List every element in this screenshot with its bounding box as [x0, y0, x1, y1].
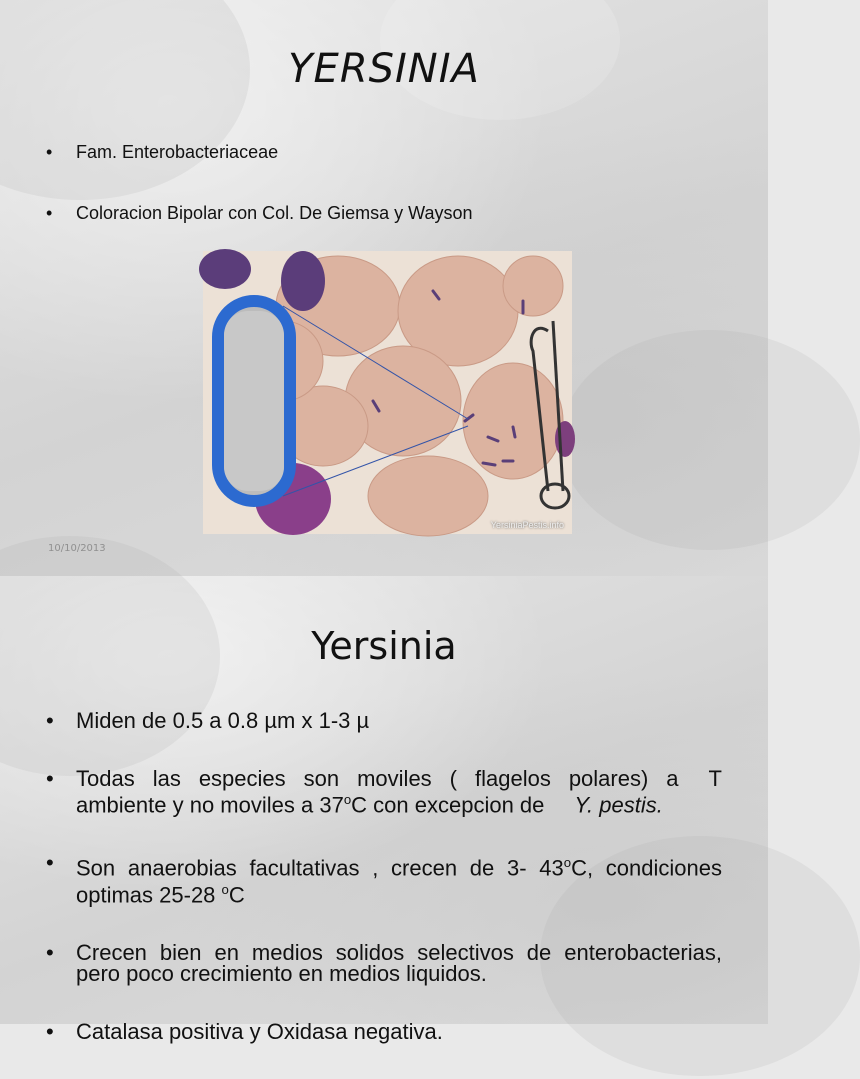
bullet-item: • Crecen bien en medios solidos selectivos de enterobacterias, pero poco crecimiento en medios liquidos.: [46, 942, 722, 984]
leukocyte: [281, 251, 325, 311]
slide-1: [0, 0, 768, 576]
bullet-item: [46, 766, 722, 818]
bullet-item: • Catalasa positiva y Oxidasa negativa.: [46, 1021, 722, 1042]
image-watermark: YersiniaPestis.info: [490, 520, 564, 530]
bullet-text: Todas las especies son moviles ( flagelos polares) a: [76, 766, 679, 791]
background-bacteria-shape: [560, 330, 860, 550]
bullet-item: [46, 852, 722, 905]
bullet-list: [46, 142, 746, 264]
bullet-item: • Fam. Enterobacteriaceae: [46, 142, 746, 162]
slide-2: [0, 576, 768, 1044]
bullet-item: • Coloracion Bipolar con Col. De Giemsa y Wayson: [46, 203, 746, 223]
bullet-text: C: [228, 881, 245, 907]
bullet-text: Son anaerobias facultativas , crecen de 3- 43: [76, 855, 564, 881]
bacterium: [513, 427, 515, 437]
slide-title: YERSINIA: [288, 46, 480, 92]
bullet-text: C, condiciones optimas 25-28: [76, 855, 722, 907]
micrograph-image: [203, 251, 572, 534]
red-blood-cell: [368, 456, 488, 536]
degree-sup: o: [563, 855, 572, 871]
bullet-list: [46, 710, 722, 1079]
bacterium: [483, 463, 495, 465]
bullet-text: C con excepcion de: [351, 792, 545, 818]
red-blood-cell: [503, 256, 563, 316]
bullet-item: • Miden de 0.5 a 0.8 µm x 1-3 µ: [46, 710, 722, 731]
slide-title: Yersinia: [311, 624, 457, 668]
leukocyte: [199, 249, 251, 289]
degree-sup: o: [221, 881, 229, 897]
micrograph-drawing: [203, 251, 572, 534]
species-name: Y. pestis.: [574, 792, 663, 818]
slide-date: 10/10/2013: [48, 543, 106, 554]
degree-sup: o: [343, 792, 352, 807]
bullet-text: T ambiente y no moviles a 37: [76, 766, 722, 818]
